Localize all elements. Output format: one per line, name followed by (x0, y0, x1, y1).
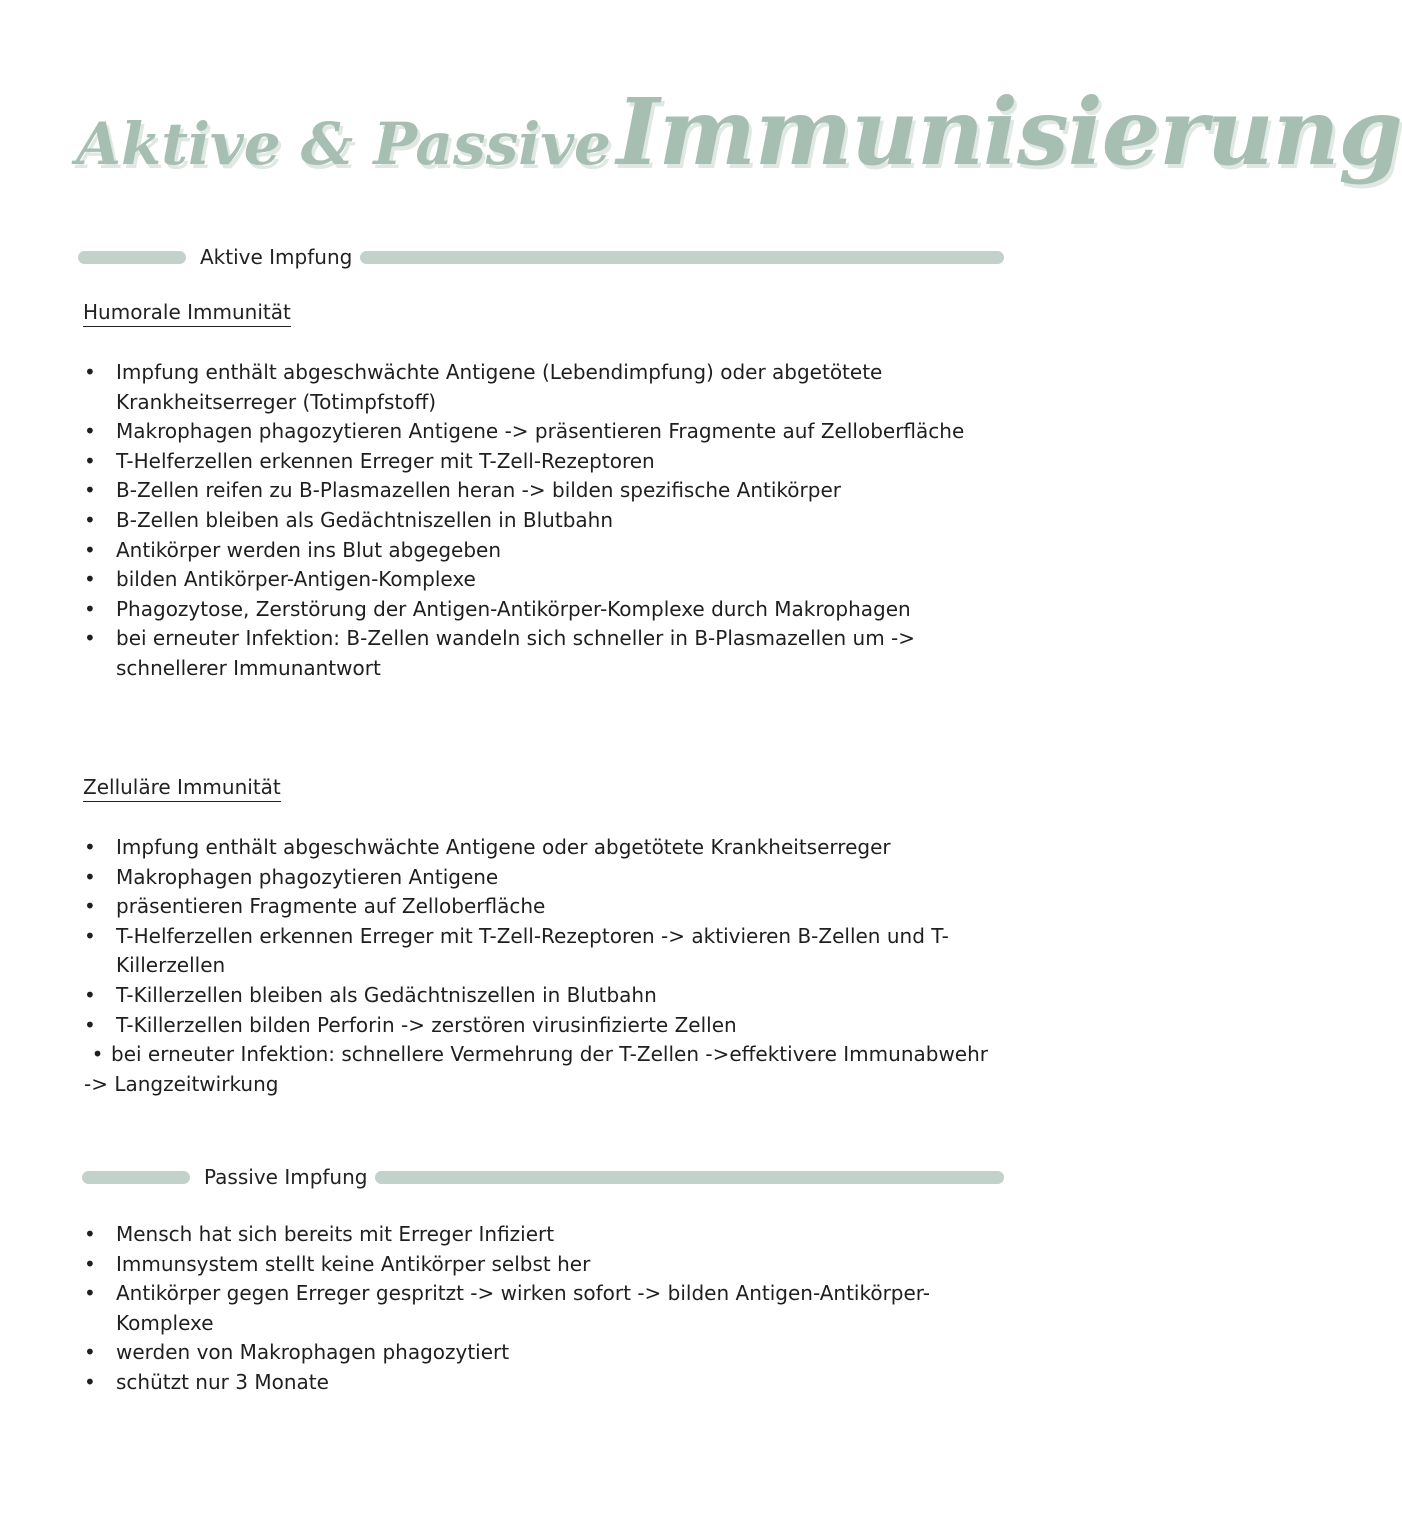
bullet-dot: • (84, 596, 96, 621)
list-item-text: Mensch hat sich bereits mit Erreger Infiziert (116, 1222, 555, 1246)
list-item (84, 1220, 964, 1250)
bullet-dot: • (84, 567, 96, 592)
bullet-dot: • (84, 360, 96, 384)
bullet-dot: • (84, 835, 96, 859)
bullet-dot: • (84, 1340, 96, 1365)
list-item-text: bei erneuter Infektion: schnellere Vermehrung der T-Zellen ->effektivere Immunabwehr -> Langzeitwirkung (84, 1042, 989, 1096)
list-item-text: Immunsystem stellt keine Antikörper selbst her (116, 1251, 591, 1276)
bullet-dot: • (84, 1222, 96, 1246)
list-item (84, 833, 994, 863)
list-item (84, 863, 994, 893)
bullet-dot: • (84, 626, 96, 651)
list-item (84, 565, 984, 595)
list-item (84, 1040, 994, 1099)
list-item-text: bei erneuter Infektion: B-Zellen wandeln sich schneller in B-Plasmazellen um -> schnellerer Immunantwort (116, 626, 916, 680)
list-item (84, 536, 984, 566)
section-bar-right-line (375, 1171, 1004, 1184)
title-part-2: Immunisierung (616, 78, 1402, 186)
bullet-dot: • (84, 923, 96, 948)
list-item (84, 1279, 964, 1338)
list-item-text: werden von Makrophagen phagozytiert (116, 1340, 510, 1365)
page-title (76, 78, 1402, 198)
section-bar-passive (82, 1162, 1004, 1192)
section-bar-right-line (360, 251, 1004, 264)
list-item (84, 1338, 964, 1368)
bullet-dot: • (84, 894, 96, 919)
bullet-dot: • (84, 864, 96, 889)
heading-zellulaere-immunitaet: Zelluläre Immunität (83, 775, 281, 802)
title-part-1: Aktive & Passive (76, 110, 611, 178)
list-item (84, 506, 984, 536)
bullet-dot: • (84, 478, 96, 503)
list-item-text: Makrophagen phagozytieren Antigene -> präsentieren Fragmente auf Zelloberfläche (116, 419, 965, 444)
bullet-dot: • (84, 419, 96, 444)
list-item (84, 892, 994, 922)
list-item (84, 417, 984, 447)
section-bar-aktive (78, 242, 1004, 272)
bullet-dot: • (84, 982, 96, 1007)
heading-humorale-immunitaet: Humorale Immunität (83, 300, 291, 327)
list-item-text: T-Killerzellen bilden Perforin -> zerstören virusinfizierte Zellen (116, 1012, 737, 1037)
section-label-aktive: Aktive Impfung (200, 245, 353, 269)
section-bar-left-line (82, 1171, 190, 1184)
list-item-text: Antikörper werden ins Blut abgegeben (116, 537, 502, 562)
section-label-passive: Passive Impfung (204, 1165, 368, 1189)
list-item-text: Phagozytose, Zerstörung der Antigen-Antikörper-Komplexe durch Makrophagen (116, 596, 911, 621)
bullet-dot: • (84, 1012, 96, 1037)
list-item-text: Antikörper gegen Erreger gespritzt -> wirken sofort -> bilden Antigen-Antikörper-Komplexe (116, 1281, 930, 1335)
list-item-text: T-Killerzellen bleiben als Gedächtniszellen in Blutbahn (116, 982, 657, 1007)
list-item (84, 447, 984, 477)
list-item (84, 1250, 964, 1280)
list-item (84, 624, 984, 683)
list-item (84, 1011, 994, 1041)
bullet-dot: • (84, 1251, 96, 1276)
bullet-dot: • (84, 1369, 96, 1394)
list-item-text: Makrophagen phagozytieren Antigene (116, 864, 499, 889)
list-item-text: T-Helferzellen erkennen Erreger mit T-Zell-Rezeptoren -> aktivieren B-Zellen und T-Killerzellen (116, 923, 949, 978)
list-item-text: Impfung enthält abgeschwächte Antigene oder abgetötete Krankheitserreger (116, 835, 891, 859)
list-item-text: bilden Antikörper-Antigen-Komplexe (116, 567, 476, 592)
list-item-text: schützt nur 3 Monate (116, 1369, 329, 1394)
list-item-text: Impfung enthält abgeschwächte Antigene (Lebendimpfung) oder abgetötete Krankheitserreger (Totimpfstoff) (116, 360, 883, 414)
list-item-text: präsentieren Fragmente auf Zelloberfläche (116, 894, 546, 919)
bullet-dot: • (91, 1042, 104, 1067)
list-item-text: B-Zellen bleiben als Gedächtniszellen in Blutbahn (116, 507, 613, 532)
section-bar-left-line (78, 251, 186, 264)
list-item (84, 476, 984, 506)
bullet-dot: • (84, 537, 96, 562)
list-item (84, 981, 994, 1011)
list-item (84, 1368, 964, 1398)
bullet-dot: • (84, 1281, 96, 1306)
bullet-dot: • (84, 448, 96, 473)
passive-bullet-list (84, 1220, 964, 1398)
list-item-text: T-Helferzellen erkennen Erreger mit T-Zell-Rezeptoren (116, 448, 655, 473)
zellular-bullet-list (84, 833, 994, 1099)
bullet-dot: • (84, 507, 96, 532)
humoral-bullet-list (84, 358, 984, 684)
list-item-text: B-Zellen reifen zu B-Plasmazellen heran -> bilden spezifische Antikörper (116, 478, 841, 503)
list-item (84, 922, 994, 981)
list-item (84, 595, 984, 625)
list-item (84, 358, 984, 417)
